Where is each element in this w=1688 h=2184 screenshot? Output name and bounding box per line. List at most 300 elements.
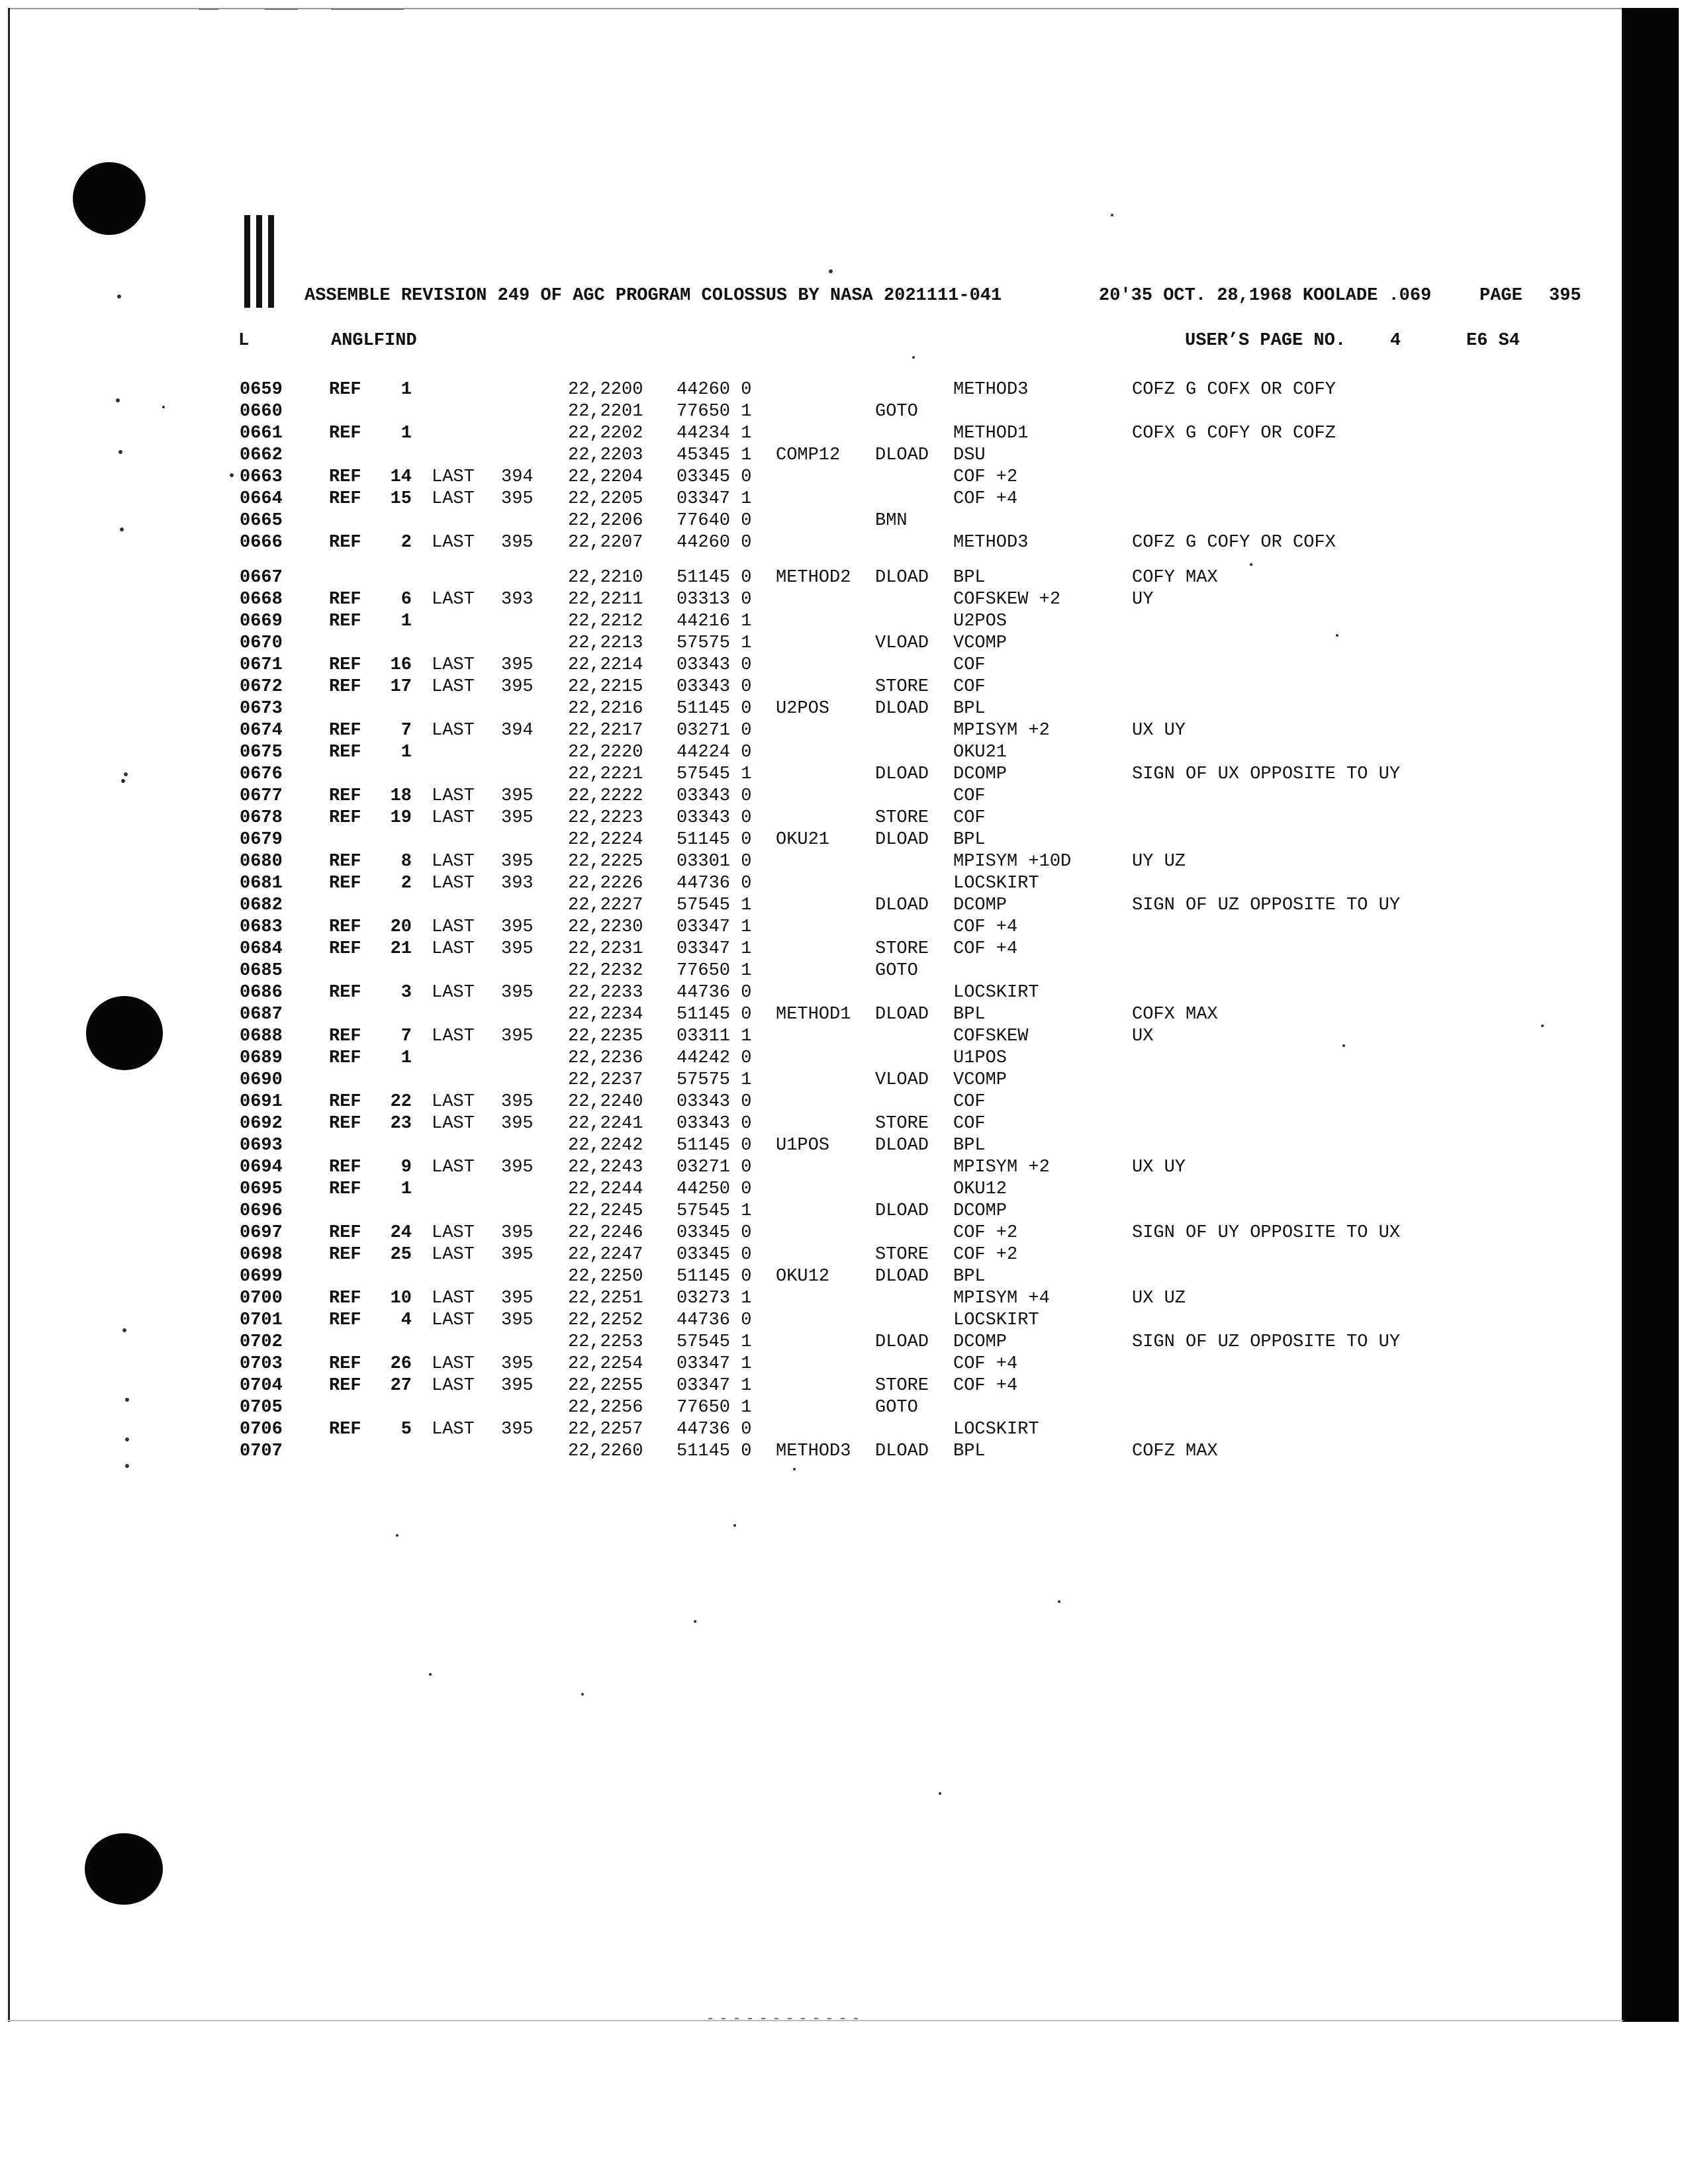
address: 22,2254 (568, 1354, 643, 1374)
listing-row (0, 1376, 1615, 1398)
memory-word: 57545 1 (677, 764, 752, 784)
opcode: DLOAD (875, 1136, 929, 1156)
listing-row (0, 1005, 1615, 1026)
last-page: 394 (501, 467, 534, 487)
last-page: 395 (501, 917, 534, 937)
address: 22,2202 (568, 424, 643, 443)
line-number: 0706 (240, 1420, 283, 1439)
opcode: BMN (875, 511, 908, 531)
last-marker: LAST (432, 917, 475, 937)
address: 22,2214 (568, 655, 643, 675)
operand: COF +4 (953, 1354, 1018, 1374)
ref-count: 26 (390, 1354, 412, 1374)
operand: BPL (953, 1267, 986, 1287)
listing-row (0, 489, 1615, 511)
line-number: 0675 (240, 743, 283, 762)
memory-word: 03347 1 (677, 1354, 752, 1374)
memory-word: 03347 1 (677, 939, 752, 959)
ref-marker: REF (329, 721, 361, 741)
last-page: 395 (501, 1245, 534, 1265)
line-number: 0662 (240, 445, 283, 465)
last-marker: LAST (432, 1354, 475, 1374)
line-number: 0667 (240, 568, 283, 588)
last-page: 395 (501, 808, 534, 828)
ref-marker: REF (329, 612, 361, 631)
ref-marker: REF (329, 380, 361, 400)
listing-row (0, 917, 1615, 939)
address: 22,2226 (568, 874, 643, 893)
symbol-label: COMP12 (776, 445, 841, 465)
operand: COF (953, 1092, 986, 1112)
listing-row (0, 786, 1615, 808)
memory-word: 51145 0 (677, 699, 752, 719)
address: 22,2220 (568, 743, 643, 762)
line-number: 0704 (240, 1376, 283, 1396)
line-number: 0669 (240, 612, 283, 631)
memory-word: 51145 0 (677, 1005, 752, 1024)
listing-row (0, 1114, 1615, 1136)
symbol-label: METHOD3 (776, 1441, 851, 1461)
listing-row (0, 612, 1615, 633)
ref-count: 27 (390, 1376, 412, 1396)
line-number: 0661 (240, 424, 283, 443)
last-page: 393 (501, 590, 534, 610)
line-number: 0689 (240, 1048, 283, 1068)
operand: COF +4 (953, 489, 1018, 509)
last-marker: LAST (432, 1289, 475, 1308)
listing-row (0, 764, 1615, 786)
last-page: 395 (501, 1354, 534, 1374)
operand: COFSKEW (953, 1026, 1029, 1046)
listing-row (0, 1136, 1615, 1158)
last-page: 395 (501, 655, 534, 675)
line-number: 0700 (240, 1289, 283, 1308)
address: 22,2230 (568, 917, 643, 937)
listing-row (0, 830, 1615, 852)
line-number: 0683 (240, 917, 283, 937)
last-page: 395 (501, 1114, 534, 1134)
operand: LOCSKIRT (953, 1420, 1039, 1439)
line-number: 0696 (240, 1201, 283, 1221)
line-number: 0660 (240, 402, 283, 422)
address: 22,2247 (568, 1245, 643, 1265)
opcode: STORE (875, 1245, 929, 1265)
opcode: GOTO (875, 961, 918, 981)
listing-row (0, 677, 1615, 699)
ref-marker: REF (329, 467, 361, 487)
last-marker: LAST (432, 1310, 475, 1330)
ref-marker: REF (329, 852, 361, 872)
operand: COF +4 (953, 1376, 1018, 1396)
operand: LOCSKIRT (953, 1310, 1039, 1330)
address: 22,2222 (568, 786, 643, 806)
last-page: 395 (501, 533, 534, 553)
line-number: 0665 (240, 511, 283, 531)
operand: OKU12 (953, 1179, 1008, 1199)
memory-word: 51145 0 (677, 568, 752, 588)
operand: U2POS (953, 612, 1008, 631)
address: 22,2200 (568, 380, 643, 400)
memory-word: 44736 0 (677, 983, 752, 1003)
last-page: 395 (501, 1158, 534, 1177)
ref-marker: REF (329, 1114, 361, 1134)
line-number: 0687 (240, 1005, 283, 1024)
address: 22,2223 (568, 808, 643, 828)
listing-row (0, 1070, 1615, 1092)
listing-row (0, 699, 1615, 721)
comment: SIGN OF UZ OPPOSITE TO UY (1132, 895, 1401, 915)
symbol-label: METHOD1 (776, 1005, 851, 1024)
ref-count: 8 (400, 852, 412, 872)
opcode: DLOAD (875, 568, 929, 588)
line-number: 0690 (240, 1070, 283, 1090)
opcode: DLOAD (875, 1005, 929, 1024)
last-marker: LAST (432, 874, 475, 893)
address: 22,2251 (568, 1289, 643, 1308)
ref-count: 22 (390, 1092, 412, 1112)
operand: DCOMP (953, 895, 1008, 915)
operand: VCOMP (953, 633, 1008, 653)
memory-word: 77640 0 (677, 511, 752, 531)
operand: COF +2 (953, 1223, 1018, 1243)
column-l-label: L (238, 331, 250, 351)
symbol-label: METHOD2 (776, 568, 851, 588)
listing-row (0, 1420, 1615, 1441)
ref-marker: REF (329, 1420, 361, 1439)
comment: COFX MAX (1132, 1005, 1218, 1024)
ref-count: 14 (390, 467, 412, 487)
address: 22,2204 (568, 467, 643, 487)
line-number: 0702 (240, 1332, 283, 1352)
listing-row (0, 445, 1615, 467)
listing-row (0, 1289, 1615, 1310)
ref-count: 3 (400, 983, 412, 1003)
ref-count: 2 (400, 874, 412, 893)
last-page: 393 (501, 874, 534, 893)
memory-word: 03345 0 (677, 467, 752, 487)
memory-word: 57545 1 (677, 1201, 752, 1221)
operand: COF (953, 677, 986, 697)
line-number: 0670 (240, 633, 283, 653)
address: 22,2241 (568, 1114, 643, 1134)
ref-count: 6 (400, 590, 412, 610)
operand: DSU (953, 445, 986, 465)
ref-marker: REF (329, 1026, 361, 1046)
operand: COF +2 (953, 467, 1018, 487)
memory-word: 03343 0 (677, 786, 752, 806)
line-number: 0691 (240, 1092, 283, 1112)
memory-word: 03343 0 (677, 808, 752, 828)
operand: BPL (953, 568, 986, 588)
last-marker: LAST (432, 808, 475, 828)
address: 22,2244 (568, 1179, 643, 1199)
opcode: DLOAD (875, 699, 929, 719)
opcode: DLOAD (875, 764, 929, 784)
address: 22,2231 (568, 939, 643, 959)
last-marker: LAST (432, 655, 475, 675)
listing-row (0, 424, 1615, 445)
assembly-title: ASSEMBLE REVISION 249 OF AGC PROGRAM COLOSSUS BY NASA 2021111-041 (305, 286, 1002, 306)
ref-count: 10 (390, 1289, 412, 1308)
opcode: STORE (875, 1376, 929, 1396)
opcode: VLOAD (875, 633, 929, 653)
line-number: 0684 (240, 939, 283, 959)
symbol-label: OKU21 (776, 830, 830, 850)
line-number: 0682 (240, 895, 283, 915)
listing-row (0, 380, 1615, 402)
opcode: DLOAD (875, 895, 929, 915)
listing-row (0, 895, 1615, 917)
line-number: 0686 (240, 983, 283, 1003)
memory-word: 77650 1 (677, 402, 752, 422)
last-marker: LAST (432, 489, 475, 509)
ref-count: 1 (400, 612, 412, 631)
address: 22,2221 (568, 764, 643, 784)
opcode: DLOAD (875, 1201, 929, 1221)
memory-word: 03345 0 (677, 1223, 752, 1243)
memory-word: 44736 0 (677, 874, 752, 893)
opcode: DLOAD (875, 1332, 929, 1352)
memory-word: 77650 1 (677, 1398, 752, 1418)
last-page: 395 (501, 1289, 534, 1308)
ref-count: 4 (400, 1310, 412, 1330)
last-marker: LAST (432, 786, 475, 806)
listing-row (0, 808, 1615, 830)
operand: VCOMP (953, 1070, 1008, 1090)
comment: COFZ G COFY OR COFX (1132, 533, 1336, 553)
memory-word: 03271 0 (677, 721, 752, 741)
line-number: 0672 (240, 677, 283, 697)
comment: UX UY (1132, 1158, 1186, 1177)
memory-word: 51145 0 (677, 1441, 752, 1461)
last-page: 395 (501, 983, 534, 1003)
ref-marker: REF (329, 424, 361, 443)
comment: COFX G COFY OR COFZ (1132, 424, 1336, 443)
last-marker: LAST (432, 590, 475, 610)
listing-row (0, 1179, 1615, 1201)
operand: COF (953, 655, 986, 675)
address: 22,2252 (568, 1310, 643, 1330)
ref-marker: REF (329, 983, 361, 1003)
operand: COFSKEW +2 (953, 590, 1061, 610)
last-page: 394 (501, 721, 534, 741)
operand: BPL (953, 830, 986, 850)
address: 22,2245 (568, 1201, 643, 1221)
ref-count: 19 (390, 808, 412, 828)
operand: COF +4 (953, 939, 1018, 959)
memory-word: 03343 0 (677, 677, 752, 697)
last-marker: LAST (432, 1114, 475, 1134)
ref-marker: REF (329, 1310, 361, 1330)
operand: LOCSKIRT (953, 983, 1039, 1003)
memory-word: 57545 1 (677, 1332, 752, 1352)
ref-count: 2 (400, 533, 412, 553)
ref-marker: REF (329, 743, 361, 762)
memory-word: 03343 0 (677, 1114, 752, 1134)
memory-word: 44260 0 (677, 533, 752, 553)
memory-word: 44736 0 (677, 1420, 752, 1439)
line-number: 0698 (240, 1245, 283, 1265)
memory-word: 44260 0 (677, 380, 752, 400)
address: 22,2237 (568, 1070, 643, 1090)
ref-marker: REF (329, 590, 361, 610)
memory-word: 77650 1 (677, 961, 752, 981)
address: 22,2236 (568, 1048, 643, 1068)
comment: UX (1132, 1026, 1154, 1046)
ref-count: 24 (390, 1223, 412, 1243)
address: 22,2233 (568, 983, 643, 1003)
comment: COFZ G COFX OR COFY (1132, 380, 1336, 400)
operand: MPISYM +10D (953, 852, 1072, 872)
line-number: 0664 (240, 489, 283, 509)
memory-word: 57575 1 (677, 1070, 752, 1090)
address: 22,2212 (568, 612, 643, 631)
listing-row (0, 852, 1615, 874)
address: 22,2246 (568, 1223, 643, 1243)
line-number: 0659 (240, 380, 283, 400)
memory-word: 44216 1 (677, 612, 752, 631)
memory-word: 51145 0 (677, 1136, 752, 1156)
address: 22,2207 (568, 533, 643, 553)
address: 22,2253 (568, 1332, 643, 1352)
opcode: STORE (875, 1114, 929, 1134)
memory-word: 44224 0 (677, 743, 752, 762)
listing-row (0, 874, 1615, 895)
last-marker: LAST (432, 721, 475, 741)
comment: COFY MAX (1132, 568, 1218, 588)
listing-row (0, 1092, 1615, 1114)
line-number: 0671 (240, 655, 283, 675)
address: 22,2201 (568, 402, 643, 422)
ref-marker: REF (329, 1376, 361, 1396)
address: 22,2211 (568, 590, 643, 610)
section-name: ANGLFIND (331, 331, 417, 351)
last-page: 395 (501, 1092, 534, 1112)
ref-marker: REF (329, 533, 361, 553)
operand: COF (953, 1114, 986, 1134)
operand: OKU21 (953, 743, 1008, 762)
last-marker: LAST (432, 1420, 475, 1439)
ref-marker: REF (329, 874, 361, 893)
line-number: 0681 (240, 874, 283, 893)
comment: COFZ MAX (1132, 1441, 1218, 1461)
memory-word: 44242 0 (677, 1048, 752, 1068)
listing-row (0, 590, 1615, 612)
comment: SIGN OF UZ OPPOSITE TO UY (1132, 1332, 1401, 1352)
last-page: 395 (501, 1420, 534, 1439)
listing-row (0, 1354, 1615, 1376)
memory-word: 57575 1 (677, 633, 752, 653)
memory-word: 03271 0 (677, 1158, 752, 1177)
line-number: 0673 (240, 699, 283, 719)
operand: MPISYM +4 (953, 1289, 1050, 1308)
line-number: 0666 (240, 533, 283, 553)
listing-row (0, 1245, 1615, 1267)
ref-count: 21 (390, 939, 412, 959)
user-page-label: USER’S PAGE NO. (1185, 331, 1346, 351)
ref-count: 15 (390, 489, 412, 509)
address: 22,2210 (568, 568, 643, 588)
ref-count: 1 (400, 380, 412, 400)
listing-row (0, 1398, 1615, 1420)
line-number: 0678 (240, 808, 283, 828)
ref-count: 23 (390, 1114, 412, 1134)
last-page: 395 (501, 1223, 534, 1243)
ref-count: 7 (400, 1026, 412, 1046)
operand: COF +2 (953, 1245, 1018, 1265)
address: 22,2205 (568, 489, 643, 509)
memory-word: 57545 1 (677, 895, 752, 915)
ref-marker: REF (329, 1048, 361, 1068)
memory-word: 44234 1 (677, 424, 752, 443)
memory-word: 03343 0 (677, 655, 752, 675)
address: 22,2256 (568, 1398, 643, 1418)
address: 22,2255 (568, 1376, 643, 1396)
listing-row (0, 939, 1615, 961)
address: 22,2203 (568, 445, 643, 465)
section-code: E6 S4 (1466, 331, 1521, 351)
operand: MPISYM +2 (953, 721, 1050, 741)
memory-word: 03347 1 (677, 489, 752, 509)
operand: METHOD3 (953, 380, 1029, 400)
listing-subheader (238, 331, 1549, 355)
address: 22,2242 (568, 1136, 643, 1156)
last-marker: LAST (432, 939, 475, 959)
memory-word: 03345 0 (677, 1245, 752, 1265)
address: 22,2235 (568, 1026, 643, 1046)
line-number: 0703 (240, 1354, 283, 1374)
last-page: 395 (501, 1376, 534, 1396)
listing-row (0, 743, 1615, 764)
operand: BPL (953, 1441, 986, 1461)
ref-marker: REF (329, 1245, 361, 1265)
page-number: 395 (1549, 286, 1581, 306)
ref-count: 17 (390, 677, 412, 697)
memory-word: 03301 0 (677, 852, 752, 872)
line-number: 0693 (240, 1136, 283, 1156)
opcode: GOTO (875, 402, 918, 422)
listing-row (0, 467, 1615, 489)
address: 22,2257 (568, 1420, 643, 1439)
listing-row (0, 1267, 1615, 1289)
last-marker: LAST (432, 1026, 475, 1046)
opcode: DLOAD (875, 445, 929, 465)
opcode: DLOAD (875, 1267, 929, 1287)
line-number: 0695 (240, 1179, 283, 1199)
memory-word: 51145 0 (677, 830, 752, 850)
ref-count: 7 (400, 721, 412, 741)
listing-row (0, 568, 1615, 590)
ref-marker: REF (329, 1354, 361, 1374)
listing-row (0, 1201, 1615, 1223)
memory-word: 51145 0 (677, 1267, 752, 1287)
address: 22,2240 (568, 1092, 643, 1112)
line-number: 0680 (240, 852, 283, 872)
last-marker: LAST (432, 1376, 475, 1396)
ref-count: 1 (400, 424, 412, 443)
listing-row (0, 1441, 1615, 1463)
ref-marker: REF (329, 1158, 361, 1177)
address: 22,2224 (568, 830, 643, 850)
opcode: STORE (875, 939, 929, 959)
line-number: 0668 (240, 590, 283, 610)
listing-row (0, 983, 1615, 1005)
comment: SIGN OF UY OPPOSITE TO UX (1132, 1223, 1401, 1243)
address: 22,2250 (568, 1267, 643, 1287)
listing-row (0, 655, 1615, 677)
line-number: 0705 (240, 1398, 283, 1418)
line-number: 0692 (240, 1114, 283, 1134)
